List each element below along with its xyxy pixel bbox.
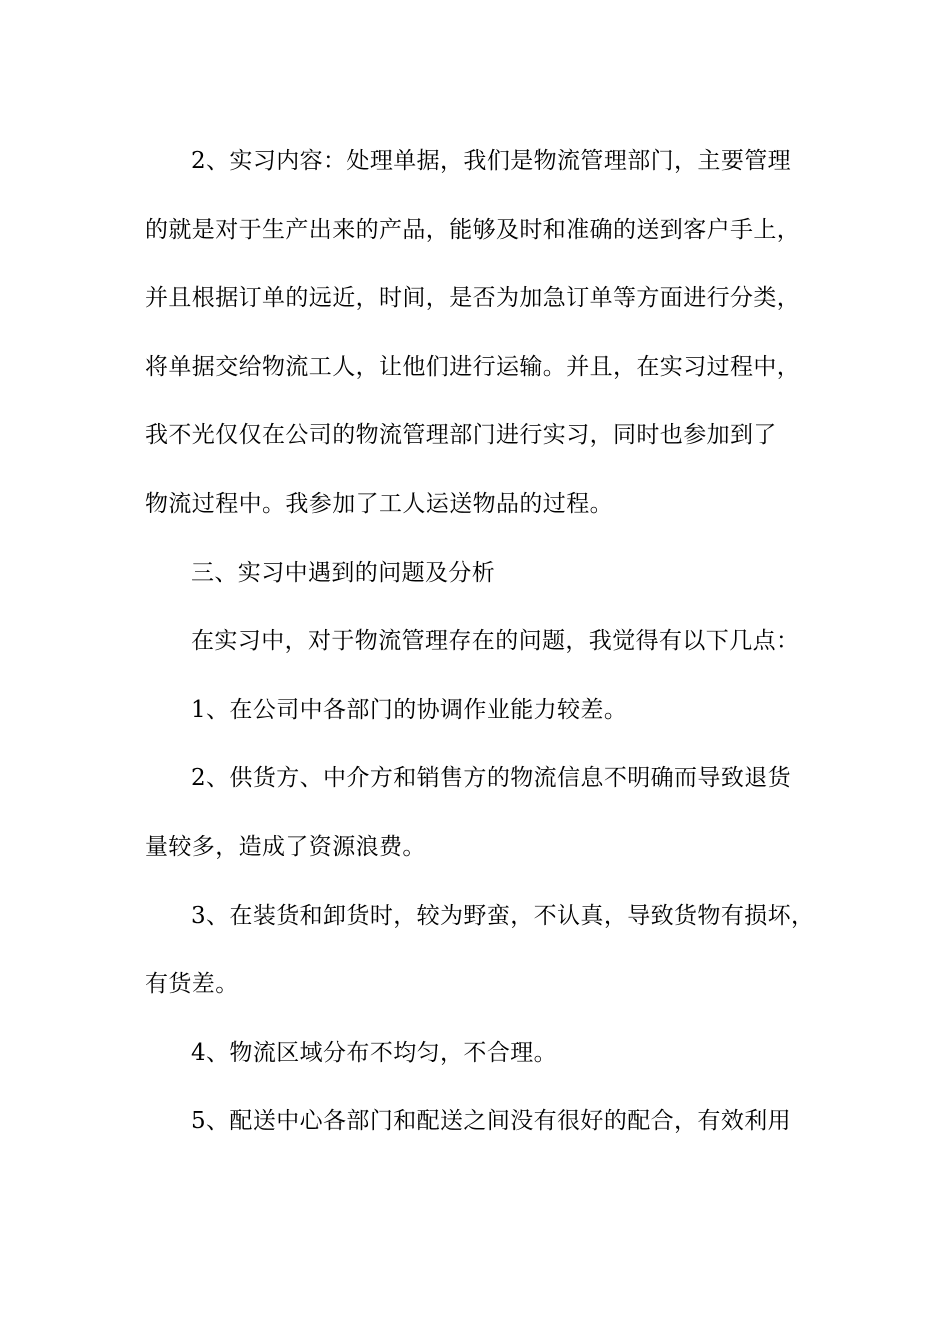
text-line: 4、物流区域分布不均匀，不合理。: [191, 1039, 558, 1066]
list-item-problem-1: [145, 676, 815, 745]
text-line: 三、实习中遇到的问题及分析: [191, 559, 496, 586]
section-heading-problems: [145, 539, 815, 608]
list-item-problem-5: [145, 1087, 815, 1156]
list-item-problem-4: [145, 1019, 815, 1088]
text-line: 量较多，造成了资源浪费。: [145, 833, 426, 860]
text-line: 的就是对于生产出来的产品，能够及时和准确的送到客户手上，: [145, 216, 801, 243]
text-line: 3、在装货和卸货时，较为野蛮，不认真，导致货物有损坏，: [191, 902, 815, 929]
text-line: 2、实习内容：处理单据，我们是物流管理部门，主要管理: [191, 148, 792, 174]
paragraph-problems-intro: [145, 607, 815, 676]
text-line: 我不光仅仅在公司的物流管理部门进行实习，同时也参加到了: [145, 422, 777, 449]
text-line: 在实习中，对于物流管理存在的问题，我觉得有以下几点：: [191, 628, 800, 655]
list-item-problem-2: [145, 744, 815, 881]
document-body: [145, 127, 815, 1156]
text-line: 物流过程中。我参加了工人运送物品的过程。: [145, 490, 613, 517]
paragraph-internship-content: [145, 127, 815, 539]
text-line: 并且根据订单的远近，时间，是否为加急订单等方面进行分类，: [145, 285, 801, 312]
text-line: 2、供货方、中介方和销售方的物流信息不明确而导致退货: [191, 765, 792, 792]
text-line: 有货差。: [145, 971, 239, 998]
text-line: 1、在公司中各部门的协调作业能力较差。: [191, 696, 628, 723]
list-item-problem-3: [145, 882, 815, 1019]
text-line: 将单据交给物流工人，让他们进行运输。并且，在实习过程中，: [145, 353, 801, 380]
text-line: 5、配送中心各部门和配送之间没有很好的配合，有效利用: [191, 1108, 792, 1135]
